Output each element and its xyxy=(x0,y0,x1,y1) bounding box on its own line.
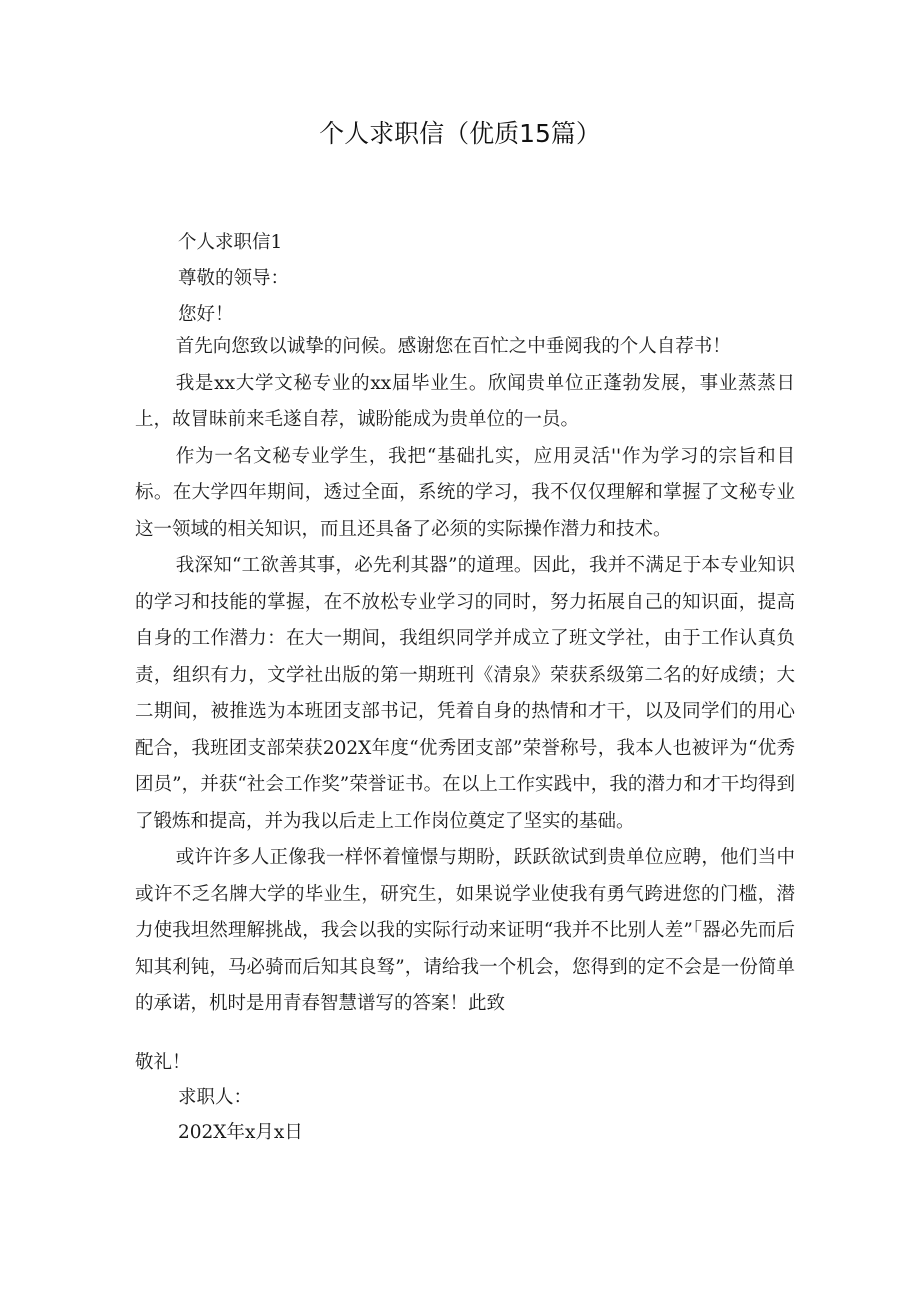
salutation: 尊敬的领导： xyxy=(178,268,290,289)
section-heading: 个人求职信1 xyxy=(178,232,283,253)
greeting: 您好！ xyxy=(178,304,234,325)
signature-label: 求职人： xyxy=(178,1087,253,1108)
document-title: 个人求职信（优质15篇） xyxy=(319,119,601,148)
paragraph-3: 作为一名文秘专业学生，我把“基础扎实，应用灵活''作为学习的宗旨和目标。在大学四年期间，透过全面，系统的学习，我不仅仅理解和掌握了文秘专业这一领域的相关知识，而且还具备了必须的实际操作潜力和技术。 xyxy=(135,445,795,540)
date: 202X年x月x日 xyxy=(178,1122,303,1143)
closing: 敬礼！ xyxy=(135,1052,191,1073)
letter-body xyxy=(135,329,795,1023)
paragraph-1: 首先向您致以诚挚的问候。感谢您在百忙之中垂阅我的个人自荐书！ xyxy=(175,336,731,357)
paragraph-5: 或许许多人正像我一样怀着憧憬与期盼，跃跃欲试到贵单位应聘，他们当中或许不乏名牌大学的毕业生，研究生，如果说学业使我有勇气跨进您的门槛，潜力使我坦然理解挑战，我会以我的实际行动来证明“我并不比别人差”「器必先而后知其利钝，马必骑而后知其良驽”，请给我一个机会，您得到的定不会是一份简单的承诺，机时是用青春智慧谱写的答案！此致 xyxy=(135,847,795,1014)
paragraph-4: 我深知“工欲善其事，必先利其器”的道理。因此，我并不满足于本专业知识的学习和技能的掌握，在不放松专业学习的同时，努力拓展自己的知识面，提高自身的工作潜力：在大一期间，我组织同学并成立了班文学社，由于工作认真负责，组织有力，文学社出版的第一期班刊《清泉》荣获系级第二名的好成绩；大二期间，被推选为本班团支部书记，凭着自身的热情和才干，以及同学们的用心配合，我班团支部荣获202X年度“优秀团支部”荣誉称号，我本人也被评为“优秀团员”，并获“社会工作奖”荣誉证书。在以上工作实践中，我的潜力和才干均得到了锻炼和提高，并为我以后走上工作岗位奠定了坚实的基础。 xyxy=(135,555,795,832)
paragraph-2: 我是xx大学文秘专业的xx届毕业生。欣闻贵单位正蓬勃发展，事业蒸蒸日上，故冒昧前来毛遂自荐，诚盼能成为贵单位的一员。 xyxy=(135,372,795,430)
